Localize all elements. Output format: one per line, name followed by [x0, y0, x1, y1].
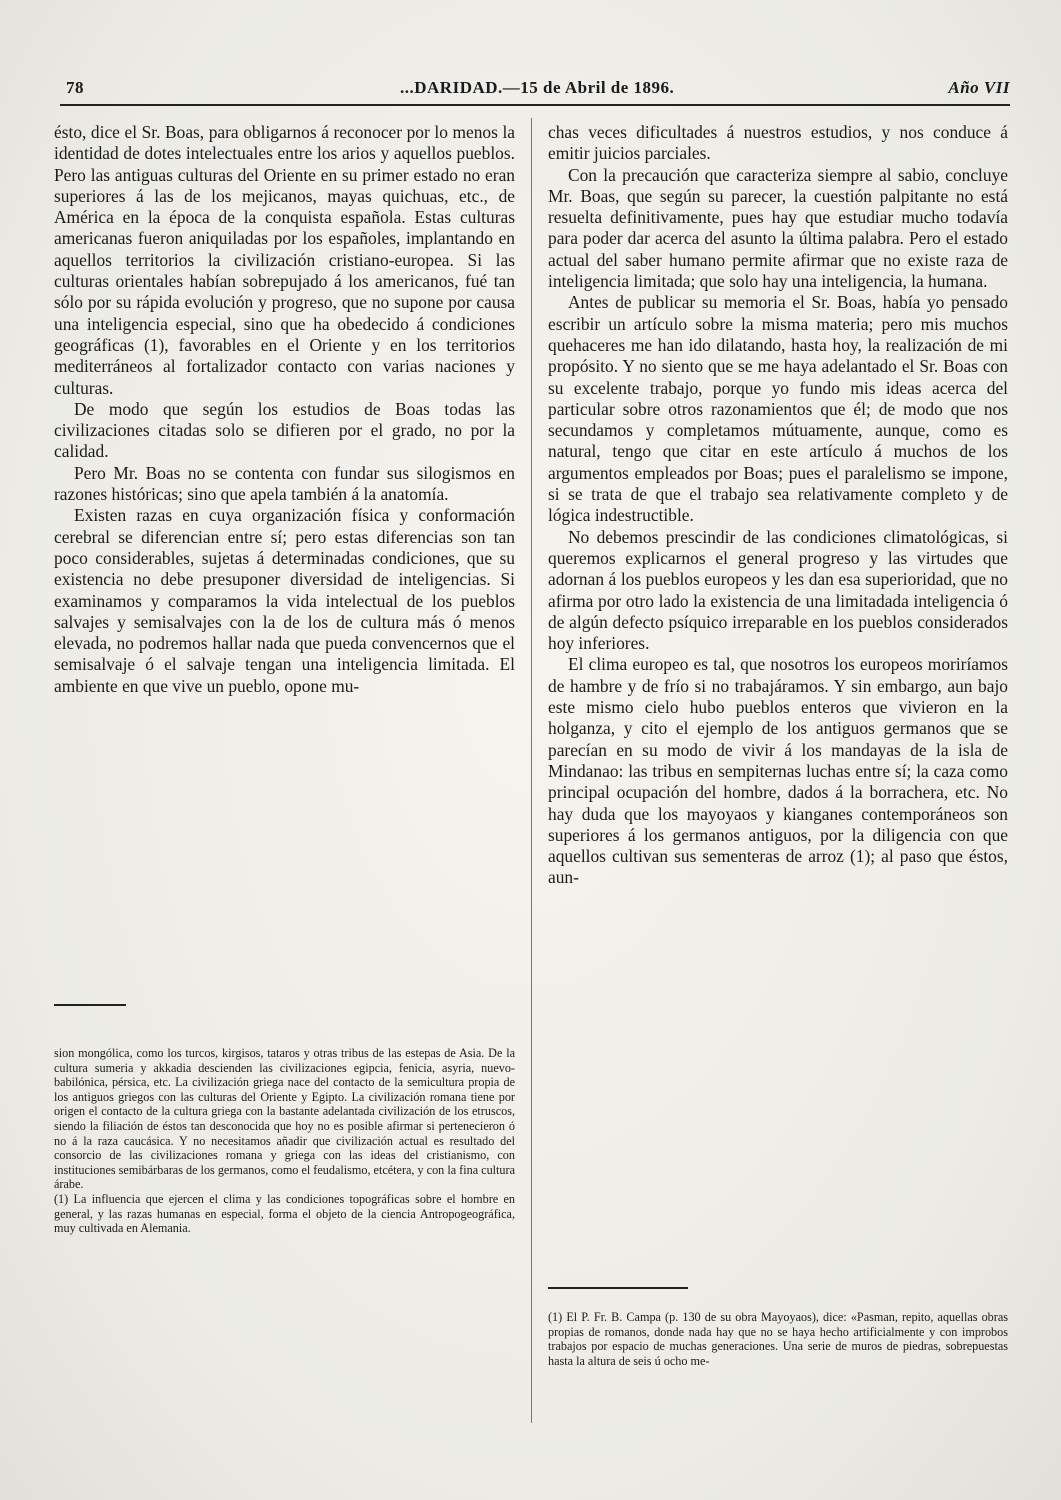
footnotes-right: [548, 1310, 1008, 1368]
body-paragraph: Antes de publicar su memoria el Sr. Boas, había yo pensado escribir un artículo sobre la misma materia; pero mis muchos quehaceres me han ido dilatando, hasta hoy, la realización de mi propósito. Y no siento que se me haya adelantado el Sr. Boas con su excelente trabajo, porque yo fundo mis ideas acerca del particular sobre otros razonamientos que él; de modo que nos secundamos y completamos mútuamente, aunque, como es natural, tengo que citar en este artículo á muchos de los argumentos empleados por Boas; pues el paralelismo se impone, si se trata de que el trabajo sea relativamente completo y de lógica indestructible.: [548, 292, 1008, 526]
body-paragraph: De modo que según los estudios de Boas todas las civilizaciones citadas solo se difieren por el grado, no por la calidad.: [54, 398, 515, 462]
body-paragraph: El clima europeo es tal, que nosotros los europeos moriríamos de hambre y de frío si no trabajáramos. Y sin embargo, aun bajo este mismo cielo hubo pueblos enteros que vivieron en la holganza, y cito el ejemplo de los antiguos germanos que se parecían en su modo de vivir á los mandayas de la isla de Mindanao: las tribus en sempiternas luchas entre sí; la caza como principal ocupación del hombre, dados á la borrachera, etc. No hay duda que los mayoyaos y kianganes contemporáneos son superiores á los germanos antiguos, por la diligencia con que aquellos cultivan sus sementeras de arroz (1); al paso que éstos, aun-: [548, 654, 1008, 888]
body-paragraph: No debemos prescindir de las condiciones climatológicas, si queremos explicarnos el general progreso y las virtudes que adornan á los pueblos europeos y les dan esa superioridad, que no afirma por otro lado la existencia de una limitadada inteligencia ó de algún defecto psíquico irreparable en los pueblos considerados hoy inferiores.: [548, 526, 1008, 654]
footnote: (1) El P. Fr. B. Campa (p. 130 de su obra Mayoyaos), dice: «Pasman, repito, aquellas obras propias de romanos, donde nada hay que no se haya hecho artificialmente y con improbos trabajos por espacio de muchas generaciones. Una serie de muros de piedras, sobrepuestas hasta la altura de seis ú ocho me-: [548, 1310, 1008, 1368]
right-column: [548, 122, 1008, 889]
footnote-rule: [548, 1287, 688, 1289]
page-number: 78: [66, 78, 84, 97]
body-paragraph: chas veces dificultades á nuestros estudios, y nos conduce á emitir juicios parciales.: [548, 122, 1008, 164]
publication-title: ...DARIDAD.—15 de Abril de 1896.: [400, 78, 675, 97]
body-paragraph: ésto, dice el Sr. Boas, para obligarnos á reconocer por lo menos la identidad de dotes intelectuales entre los arios y aquellos pueblos. Pero las antiguas culturas del Oriente en su primer estado no eran superiores á las de los mejicanos, mayas quichuas, etc., de América en la época de la conquista española. Estas culturas americanas fueron aniquiladas por los españoles, implantando en aquellos territorios la civilización cristiano-europea. Si las culturas orientales habían sobrepujado á los americanos, fué tan sólo por su rápida evolución y progreso, que no supone por causa una inteligencia especial, sino que ha obedecido á condiciones geográficas (1), favorables en el Oriente y en los territorios mediterráneos al fortalizador contacto con varias naciones y culturas.: [54, 122, 515, 398]
volume-label: Año VII: [948, 78, 1010, 97]
body-paragraph: Con la precaución que caracteriza siempre al sabio, concluye Mr. Boas, que según su parecer, la cuestión palpitante no está resuelta definitivamente, pues hay que estudiar mucho todavía para poder dar acerca del asunto la última palabra. Pero el estado actual del saber humano permite afirmar que no existe raza de inteligencia limitada; que solo hay una inteligencia, la humana.: [548, 164, 1008, 292]
page-header: [60, 78, 1010, 104]
footnote: sion mongólica, como los turcos, kirgisos, tataros y otras tribus de las estepas de Asia. De la cultura sumeria y akkadia descienden las civilizaciones egipcia, fenicia, asyria, nuevo-babilónica, pérsica, etc. La civilización griega nace del contacto de la semicultura propia de los antiguos griegos con las culturas del Oriente y Egipto. La civilización romana tiene por origen el contacto de la cultura griega con la bastante adelantada civilización de los etruscos, siendo la filiación de éstos tan desconocida que hoy no es posible afirmar si pertenecieron ó no á la raza caucásica. Y no necesitamos añadir que civilización actual es resultado del consorcio de las civilizaciones romana y griega con las ideas del cristianismo, con instituciones semibárbaras de los germanos, como el feudalismo, etcétera, y con la fina cultura árabe.: [54, 1046, 515, 1192]
footnote: (1) La influencia que ejercen el clima y las condiciones topográficas sobre el hombre en general, y las razas humanas en especial, forma el objeto de la ciencia Antropogeográfica, muy cultivada en Alemania.: [54, 1191, 515, 1236]
body-paragraph: Existen razas en cuya organización física y conformación cerebral se diferencian entre sí; pero estas diferencias son tan poco considerables, sujetas á determinadas condiciones, que su existencia no debe presuponer diversidad de inteligencias. Si examinamos y comparamos la vida intelectual de los pueblos salvajes y semisalvajes con la de los de cultura más ó menos elevada, no podremos hallar nada que pueda convencernos que el semisalvaje ó el salvaje tengan una inteligencia limitada. El ambiente en que vive un pueblo, opone mu-: [54, 505, 515, 696]
footnotes-left: [54, 1046, 515, 1236]
column-divider: [531, 118, 532, 1423]
body-paragraph: Pero Mr. Boas no se contenta con fundar sus silogismos en razones históricas; sino que apela también á la anatomía.: [54, 462, 515, 505]
footnote-rule: [54, 1004, 126, 1006]
header-rule: [60, 104, 1010, 106]
left-column: [54, 122, 515, 697]
